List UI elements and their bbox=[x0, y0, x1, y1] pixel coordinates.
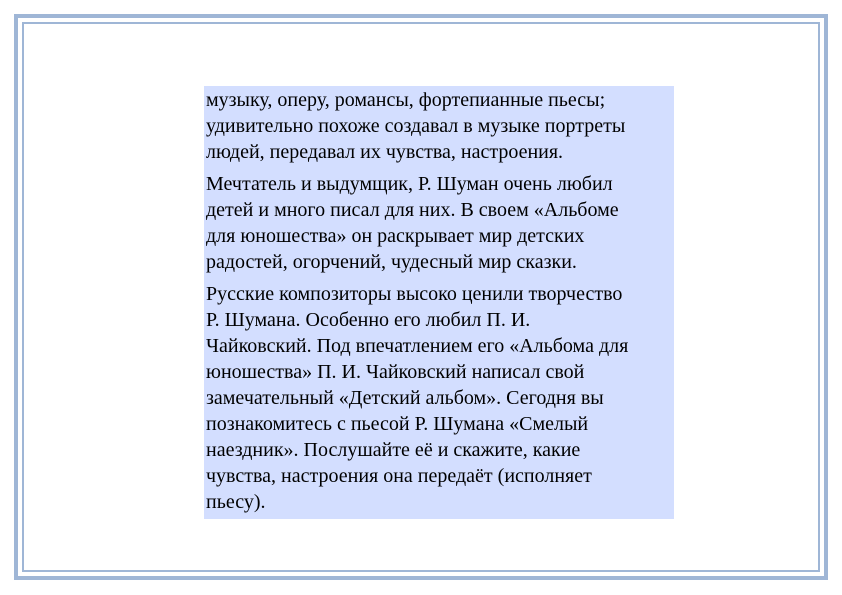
text-block bbox=[204, 86, 674, 519]
paragraph-1: музыку, оперу, романсы, фортепианные пьесы; удивительно похоже создавал в музыке портреты людей, передавал их чувства, настроения. bbox=[206, 89, 626, 163]
paragraph-2: Мечтатель и выдумщик, Р. Шуман очень любил детей и много писал для них. В своем «Альбоме для юношества» он раскрывает мир детских радостей, огорчений, чудесный мир сказки. bbox=[206, 173, 619, 273]
paragraph-3: Русские композиторы высоко ценили творчество Р. Шумана. Особенно его любил П. И. Чайковский. Под впечатлением его «Альбома для юношества» П. И. Чайковский написал свой замечательный «Детский альбом». Сегодня вы познакомитесь с пьесой Р. Шумана «Смелый наездник». Послушайте её и скажите, какие чувства, настроения она передаёт (исполняет пьесу). bbox=[206, 283, 629, 513]
